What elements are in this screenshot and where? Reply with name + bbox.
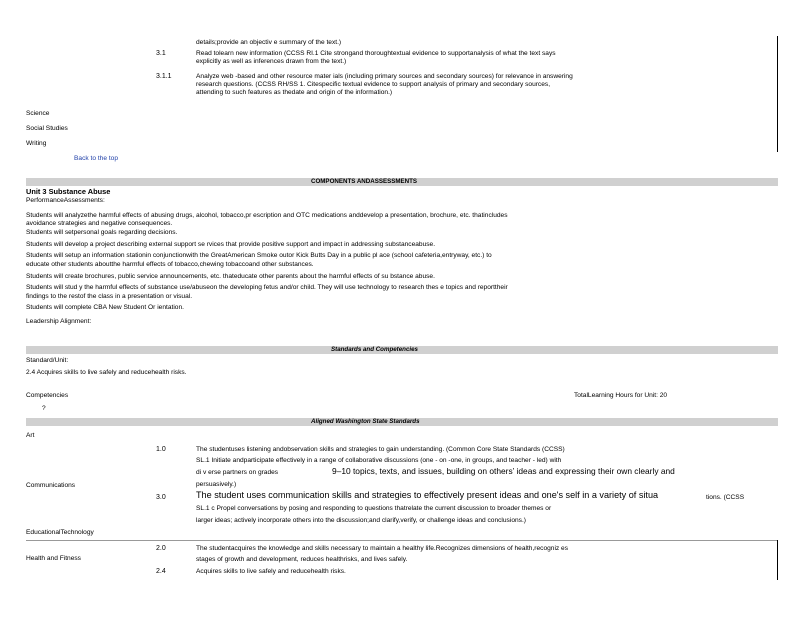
performance-line: Students will setup an information stationin conjunctionwith the GreatAmerican Smoke outor Kick Butts Day in a public pl ace (school cafeteria,entryway, etc.) to (26, 252, 492, 259)
aligned-standards-header-text: Aligned Washington State Standards (311, 418, 420, 425)
standard-number: 1.0 (156, 446, 166, 453)
back-to-top-link[interactable]: Back to the top (74, 155, 118, 162)
intro-line: details;provide an objectiv e summary of the text.) (196, 39, 342, 46)
standard-line: Acquires skills to live safely and reducehealth risks. (196, 568, 346, 575)
performance-line: Students will analyzethe harmful effects of abusing drugs, alcohol, tobacco,pr escription and OTC medications anddevelop a presentation, brochure, etc. thatincludes (26, 212, 508, 219)
performance-label: PerformanceAssessments: (26, 197, 105, 204)
performance-line: Students will develop a project describing external support se rvices that provide positive support and impact in addressing substanceabuse. (26, 241, 436, 248)
item-line: explicitly as well as inferences drawn from the text.) (196, 58, 347, 65)
subject-health-fitness: Health and Fitness (26, 555, 81, 562)
standard-line: persuasively.) (196, 481, 237, 488)
standard-number: 3.0 (156, 494, 166, 501)
subject-art: Art (26, 432, 35, 439)
performance-line: findings to the restof the class in a presentation or visual. (26, 293, 193, 300)
standard-line: The studentuses listening andobservation skills and strategies to gain understanding. (Common Core State Standards (CCSS) (196, 446, 565, 453)
item-line: research questions. (CCSS RH/SS 1. Citespecific textual evidence to support analysis of primary and secondary sources, (196, 81, 551, 88)
competencies-placeholder: ? (42, 405, 46, 412)
components-header-bar (26, 178, 778, 186)
standards-header-text: Standards and Competencies (331, 346, 418, 353)
right-border-lower (777, 540, 778, 580)
standard-line: SL.1 c Propel conversations by posing and responding to questions thatrelate the current discussion to broader themes or (196, 505, 552, 512)
side-label-science: Science (26, 110, 50, 117)
standard-line: stages of growth and development, reduces healthrisks, and lives safely. (196, 556, 408, 563)
aligned-standards-header-bar (26, 418, 778, 426)
subject-divider (26, 540, 778, 541)
total-learning-hours: TotalLearning Hours for Unit: 20 (574, 392, 668, 399)
standard-unit-label: Standard/Unit: (26, 357, 69, 364)
standard-unit-line: 2.4 Acquires skills to live safely and reducehealth risks. (26, 369, 187, 376)
standard-line: The studentacquires the knowledge and skills necessary to maintain a healthy life.Recognizes dimensions of health,recogniz es (196, 545, 569, 552)
standards-header-bar (26, 346, 778, 354)
performance-line: Students will stud y the harmful effects of substance use/abuseon the developing fetus and/or child. They will use technology to research thes e topics and reporttheir (26, 284, 508, 291)
standard-number: 2.0 (156, 545, 166, 552)
performance-line: avoidance strategies and negative consequences. (26, 220, 173, 227)
standard-line: SL.1 Initiate andparticipate effectively in a range of collaborative discussions (one - on -one, in groups, and teacher - led) with (196, 457, 562, 464)
right-border (777, 36, 778, 152)
components-header-text: COMPONENTS ANDASSESSMENTS (311, 178, 417, 185)
standard-line-emphasis: The student uses communication skills and strategies to effectively present ideas and one's self in a variety of situa (196, 490, 659, 500)
subject-educational-technology: EducationalTechnology (26, 529, 94, 536)
item-line: Read tolearn new information (CCSS RI.1 Cite strongand thoroughtextual evidence to supportanalysis of what the text says (196, 50, 556, 57)
standard-line-emphasis: 9–10 topics, texts, and issues, building on others’ ideas and expressing their own clearly and (332, 466, 675, 476)
leadership-alignment-label: Leadership Alignment: (26, 318, 92, 325)
standard-line-end: tions. (CCSS (706, 494, 745, 501)
standard-line: larger ideas; actively incorporate others into the discussion;and clarify,verify, or challenge ideas and conclusions.) (196, 517, 526, 524)
standard-number: 2.4 (156, 568, 166, 575)
competencies-label: Competencies (26, 392, 69, 399)
subject-communications: Communications (26, 482, 76, 489)
item-number: 3.1 (156, 50, 166, 57)
unit-title: Unit 3 Substance Abuse (26, 187, 111, 196)
standard-line: di v erse partners on grades (196, 469, 279, 476)
item-line: Analyze web -based and other resource mater ials (including primary sources and secondary sources) for relevance in answering (196, 73, 573, 80)
performance-line: Students will setpersonal goals regarding decisions. (26, 229, 178, 236)
item-line: attending to such features as thedate and origin of the information.) (196, 89, 393, 96)
performance-line: educate other students aboutthe harmful effects of tobacco,chewing tobaccoand other substances. (26, 261, 314, 268)
item-number: 3.1.1 (156, 73, 172, 80)
side-label-writing: Writing (26, 140, 47, 147)
performance-line: Students will create brochures, public service announcements, etc. thateducate other parents about the harmful effects of su bstance abuse. (26, 273, 435, 280)
performance-line: Students will complete CBA New Student Or ientation. (26, 304, 184, 311)
side-label-social-studies: Social Studies (26, 125, 68, 132)
